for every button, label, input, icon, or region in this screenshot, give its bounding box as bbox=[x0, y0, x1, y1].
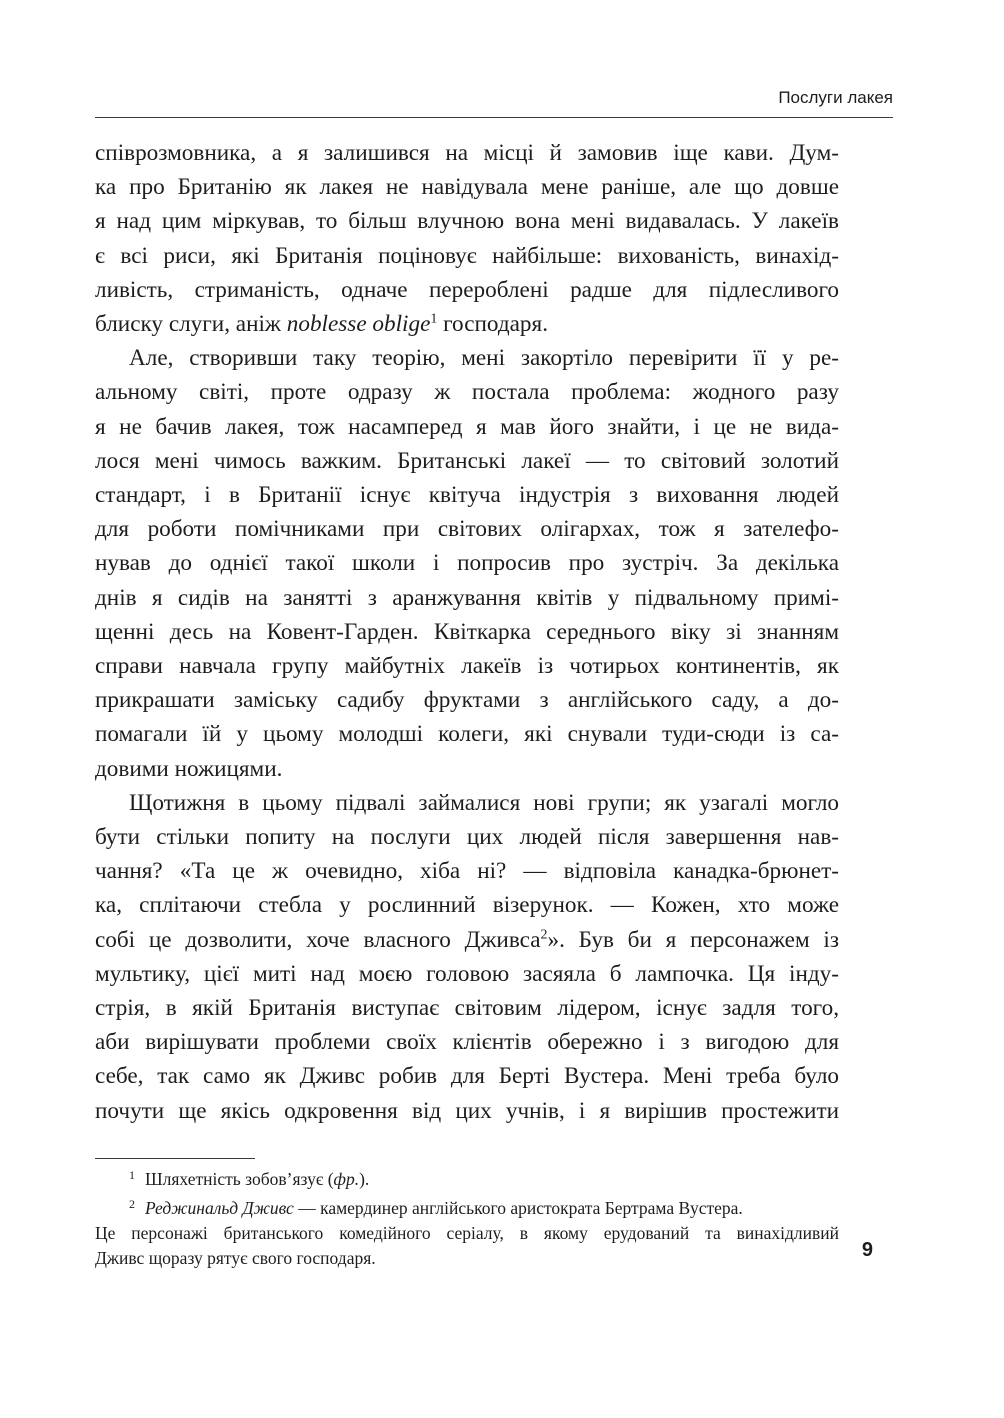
text-line: почути ще якісь одкровення від цих учнів, і я вирішив простежити bbox=[95, 1097, 839, 1124]
text-line: нував до однієї такої школи і попросив про зустріч. За декілька bbox=[95, 550, 839, 577]
text-run: блиску слуги, аніж bbox=[95, 311, 287, 338]
text-line bbox=[95, 923, 839, 957]
footnote-number: 1 bbox=[129, 1168, 135, 1182]
text-line: себе, так само як Дживс робив для Берті Вустера. Мені треба було bbox=[95, 1063, 839, 1090]
text-line: ка про Британію як лакея не навідувала мене раніше, але що довше bbox=[95, 174, 839, 201]
footnote-ref-1[interactable]: 1 bbox=[430, 311, 438, 327]
text-line: ливість, стриманість, одначе перероблені радше для підлесливого bbox=[95, 276, 839, 303]
text-line: аби вирішувати проблеми своїх клієнтів обережно і з вигодою для bbox=[95, 1029, 839, 1056]
text-line: стрія, в якій Британія виступає світовим лідером, існує задля того, bbox=[95, 995, 839, 1022]
footnote-2-continuation: Це персонажі британського комедійного серіалу, в якому ерудований та винахідливий bbox=[95, 1223, 839, 1243]
text-line: щенні десь на Ковент-Гарден. Квіткарка середнього віку зі знанням bbox=[95, 618, 839, 645]
footnote-rule bbox=[95, 1158, 255, 1159]
text-line: я не бачив лакея, тож насамперед я мав його знайти, і це не вида- bbox=[95, 413, 839, 440]
text-line: для роботи помічниками при світових олігархах, тож я зателефо- bbox=[95, 516, 839, 543]
text-run: собі це дозволити, хоче власного Дживса bbox=[95, 926, 541, 953]
text-line: є всі риси, які Британія поціновує найбільше: вихованість, винахід- bbox=[95, 242, 839, 269]
footnote-text: — камердинер англійського аристократа Бертрама Вустера. bbox=[293, 1198, 743, 1218]
text-line: стандарт, і в Британії існує квітуча індустрія з виховання людей bbox=[95, 482, 839, 509]
paragraph-2 bbox=[95, 341, 839, 786]
text-line: чання? «Та це ж очевидно, хіба ні? — відповіла канадка-брюнет- bbox=[95, 858, 839, 885]
text-line: альному світі, проте одразу ж постала проблема: жодного разу bbox=[95, 379, 839, 406]
text-run: ». Був би я персонажем із bbox=[547, 926, 839, 953]
footnote-number: 2 bbox=[129, 1197, 135, 1211]
footnotes bbox=[95, 1163, 839, 1271]
text-line: лося мені чимось важким. Британські лакеї — то світовий золотий bbox=[95, 447, 839, 474]
text-line: ка, сплітаючи стебла у рослинний візерунок. — Кожен, хто може bbox=[95, 892, 839, 919]
text-line: справи навчала групу майбутніх лакеїв із чотирьох континентів, як bbox=[95, 653, 839, 680]
text-line: помагали їй у цьому молодші колеги, які снували туди-сюди із са- bbox=[95, 721, 839, 748]
text-line bbox=[95, 307, 839, 341]
text-line: прикрашати заміську садибу фруктами з англійського саду, а до- bbox=[95, 687, 839, 714]
page-number: 9 bbox=[861, 1239, 873, 1261]
body-text bbox=[95, 136, 839, 1128]
text-line: мультику, цієї миті над моєю головою засяяла б лампочка. Ця інду- bbox=[95, 960, 839, 987]
running-head: Послуги лакея bbox=[778, 88, 893, 107]
footnote-ref-2[interactable]: 2 bbox=[540, 926, 548, 942]
text-line: Але, створивши таку теорію, мені закортіло перевірити її у ре- bbox=[129, 345, 839, 372]
footnote-text: ). bbox=[359, 1169, 370, 1189]
footnote-2-continuation: Дживс щоразу рятує свого господаря. bbox=[95, 1248, 376, 1268]
text-line: співрозмовника, а я залишився на місці й замовив іще кави. Дум- bbox=[95, 140, 839, 166]
paragraph-1 bbox=[95, 136, 839, 341]
foreign-phrase: noblesse oblige bbox=[286, 311, 431, 338]
footnote-term: Реджинальд Дживс bbox=[145, 1198, 294, 1218]
text-line: довими ножицями. bbox=[95, 755, 283, 782]
paragraph-3 bbox=[95, 786, 839, 1128]
footnote-abbrev: фр. bbox=[333, 1169, 360, 1189]
text-line: Щотижня в цьому підвалі займалися нові групи; як узагалі могло bbox=[129, 789, 839, 816]
text-line: я над цим міркував, то більш влучною вона мені видавалась. У лакеїв bbox=[95, 208, 839, 235]
text-line: бути стільки попиту на послуги цих людей після завершення нав- bbox=[95, 824, 839, 851]
footnote-1 bbox=[95, 1163, 839, 1192]
footnote-text: Шляхетність зобов’язує ( bbox=[145, 1169, 334, 1189]
text-run: господаря. bbox=[437, 311, 548, 338]
header-rule bbox=[95, 117, 893, 118]
text-line: днів я сидів на занятті з аранжування квітів у підвальному примі- bbox=[95, 584, 839, 611]
footnote-2 bbox=[95, 1192, 839, 1221]
